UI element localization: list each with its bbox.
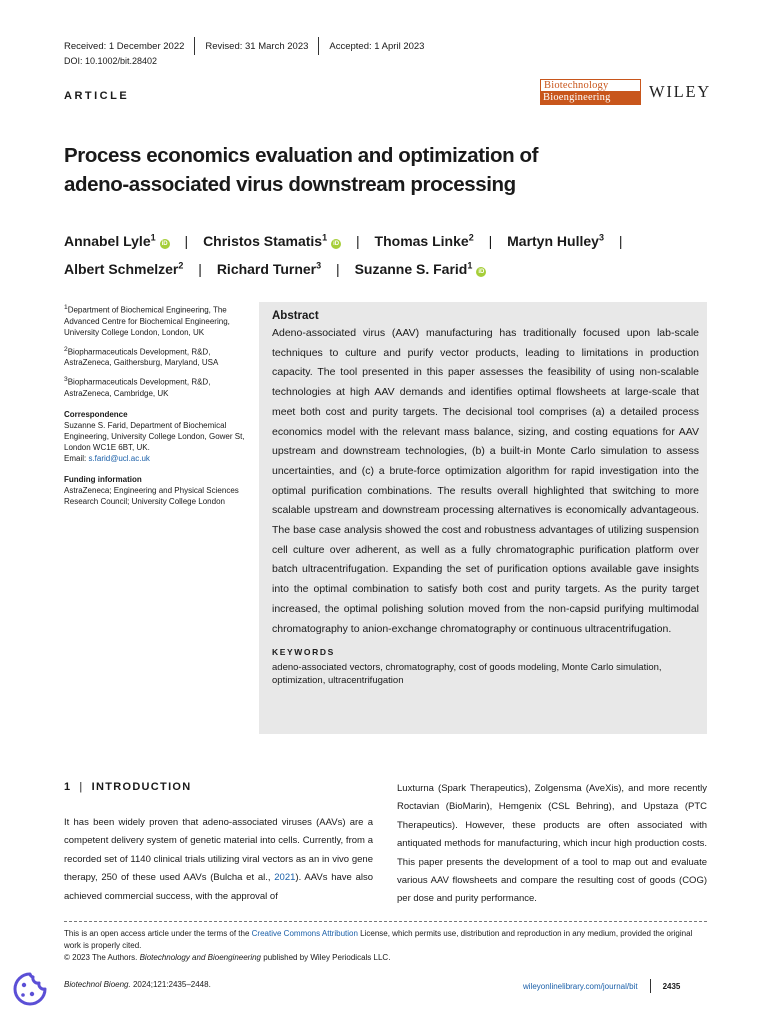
author[interactable]: Martyn Hulley$^3$ — [507, 232, 604, 249]
license-link[interactable]: Creative Commons Attribution — [251, 929, 358, 938]
divider — [650, 979, 651, 993]
correspondence-text: Suzanne S. Farid, Department of Biochemical Engineering, University College London, Gower St, London WC1E 6BT, UK. Email: s.farid@ucl.ac.uk — [64, 420, 245, 463]
author-separator: | — [488, 232, 493, 249]
publication-dates — [64, 37, 424, 55]
journal-logo-line2: Bioengineering — [540, 92, 641, 105]
doi: DOI: 10.1002/bit.28402 — [64, 56, 158, 66]
accepted-date: Accepted: 1 April 2023 — [329, 40, 425, 52]
affiliation: $^2$Biopharmaceuticals Development, R&D, AstraZeneca, Gaithersburg, Maryland, USA — [64, 345, 219, 368]
author-separator: | — [618, 232, 623, 249]
article-type-label: ARTICLE — [64, 90, 130, 102]
copyright-text: © 2023 The Authors. Biotechnology and Bioengineering published by Wiley Periodicals LLC. — [64, 953, 391, 962]
intro-left-column: It has been widely proven that adeno-associated viruses (AAVs) are a competent delivery system of genetic material into cells. Currently, from a recorded set of 1140 clinical trials utilizing viral vectors as an in vivo gene therapy, 250 of these used AAVs (Bulcha et al., 2021). AAVs have also achieved commercial success, with the approval of — [64, 817, 373, 902]
abstract-heading: Abstract — [272, 310, 319, 322]
footer-right — [523, 979, 680, 993]
keywords-list: adeno-associated vectors, chromatography, cost of goods modeling, Monte Carlo simulation, optimization, ultracentrifugation — [272, 662, 662, 687]
keywords-heading: KEYWORDS — [272, 647, 335, 658]
affiliation: $^3$Biopharmaceuticals Development, R&D, AstraZeneca, Cambridge, UK — [64, 376, 211, 398]
title-line-2: adeno-associated virus downstream processing — [64, 173, 516, 196]
email-link[interactable]: s.farid@ucl.ac.uk — [88, 453, 150, 463]
revised-date: Revised: 31 March 2023 — [205, 40, 309, 52]
abstract-box — [259, 302, 707, 734]
section-heading-introduction: 1 | INTRODUCTION — [64, 781, 192, 793]
author-separator: | — [336, 261, 340, 278]
received-date: Received: 1 December 2022 — [64, 40, 185, 52]
publisher-logo: WILEY — [649, 82, 712, 101]
cookie-icon[interactable] — [8, 967, 52, 1011]
paper-title — [64, 141, 684, 199]
journal-url-link[interactable]: wileyonlinelibrary.com/journal/bit — [523, 981, 638, 991]
divider — [64, 921, 707, 922]
correspondence-heading: Correspondence — [64, 409, 128, 419]
abstract-body: Adeno-associated virus (AAV) manufacturing has traditionally focused upon lab-scale techniques to culture and purify vector products, leading to limitations in production capacity. The tool presented in this paper assesses the feasibility of using non-scalable technologies at high AAV demands and identifies optimal flowsheets at large-scale that meet both cost and purity targets. The decisional tool comprises (a) a detailed process economics model with the relevant mass balance, sizing, and costing equations for AAV upstream and downstream technologies, (b) a built-in Monte Carlo simulation to assess uncertainties, and (c) a brute-force optimization algorithm for rapid investigation into the optimal purification combinations. The results overall highlighted that switching to more scalable upstream and downstream processing alternatives is economically advantageous. The base case analysis showed the cost and robustness advantages of utilizing suspension cell culture over adherent, as well as a fully chromatographic purification platform over batch ultracentrifugation. Expanding the set of purification options available gave insights into the optimal combination to satisfy both cost and purity targets. As the purity target increased, the optimal polishing solution moved from the non-capsid purifying multimodal chromatography to anion-exchange chromatography or continuous ultracentrifugation. — [272, 327, 699, 635]
author-list — [64, 225, 724, 282]
author[interactable]: Annabel Lyle$^1$ — [64, 232, 156, 249]
license-text: This is an open access article under the terms of the Creative Commons Attribution License, which permits use, distribution and reproduction in any medium, provided the original work is properly cited. — [64, 929, 693, 950]
journal-logo — [540, 79, 641, 104]
orcid-icon[interactable]: iD — [333, 240, 340, 247]
author[interactable]: Christos Stamatis$^1$ — [203, 232, 328, 249]
page-number: 2435 — [662, 981, 681, 991]
footer-citation: Biotechnol Bioeng. 2024;121:2435–2448. — [64, 980, 211, 989]
orcid-icon[interactable]: iD — [161, 240, 168, 247]
orcid-icon[interactable]: iD — [478, 269, 485, 276]
divider — [318, 37, 319, 55]
author[interactable]: Suzanne S. Farid$^1$ — [354, 260, 473, 278]
funding-text: AstraZeneca; Engineering and Physical Sciences Research Council; University College London — [64, 485, 239, 506]
author[interactable]: Albert Schmelzer$^2$ — [64, 260, 184, 278]
author-separator: | — [356, 232, 360, 249]
intro-right-column: Luxturna (Spark Therapeutics), Zolgensma (AveXis), and more recently Roctavian (BioMarin), Hemgenix (CSL Behring), and Upstaza (PTC Therapeutics). However, these products are often associated with antiquated methods for manufacturing, which incur high production costs. This paper presents the development of a tool to map out and evaluate various AAV flowsheets and compare the resulting cost of goods (COG) per dose and purity performance. — [397, 783, 707, 905]
affiliation: $^1$Department of Biochemical Engineering, The Advanced Centre for Biochemical Engineering, University College London, London, UK — [64, 304, 230, 337]
license-notice — [64, 928, 707, 964]
divider — [194, 37, 195, 55]
funding-heading: Funding information — [64, 474, 142, 484]
title-line-1: Process economics evaluation and optimization of — [64, 144, 539, 167]
author[interactable]: Thomas Linke$^2$ — [374, 232, 474, 249]
citation-link[interactable]: 2021 — [274, 872, 296, 884]
author-separator: | — [184, 232, 189, 249]
author-separator: | — [198, 261, 202, 278]
journal-logo-line1: Biotechnology — [540, 79, 641, 92]
affiliations-sidebar — [64, 302, 254, 513]
author[interactable]: Richard Turner$^3$ — [216, 260, 322, 278]
